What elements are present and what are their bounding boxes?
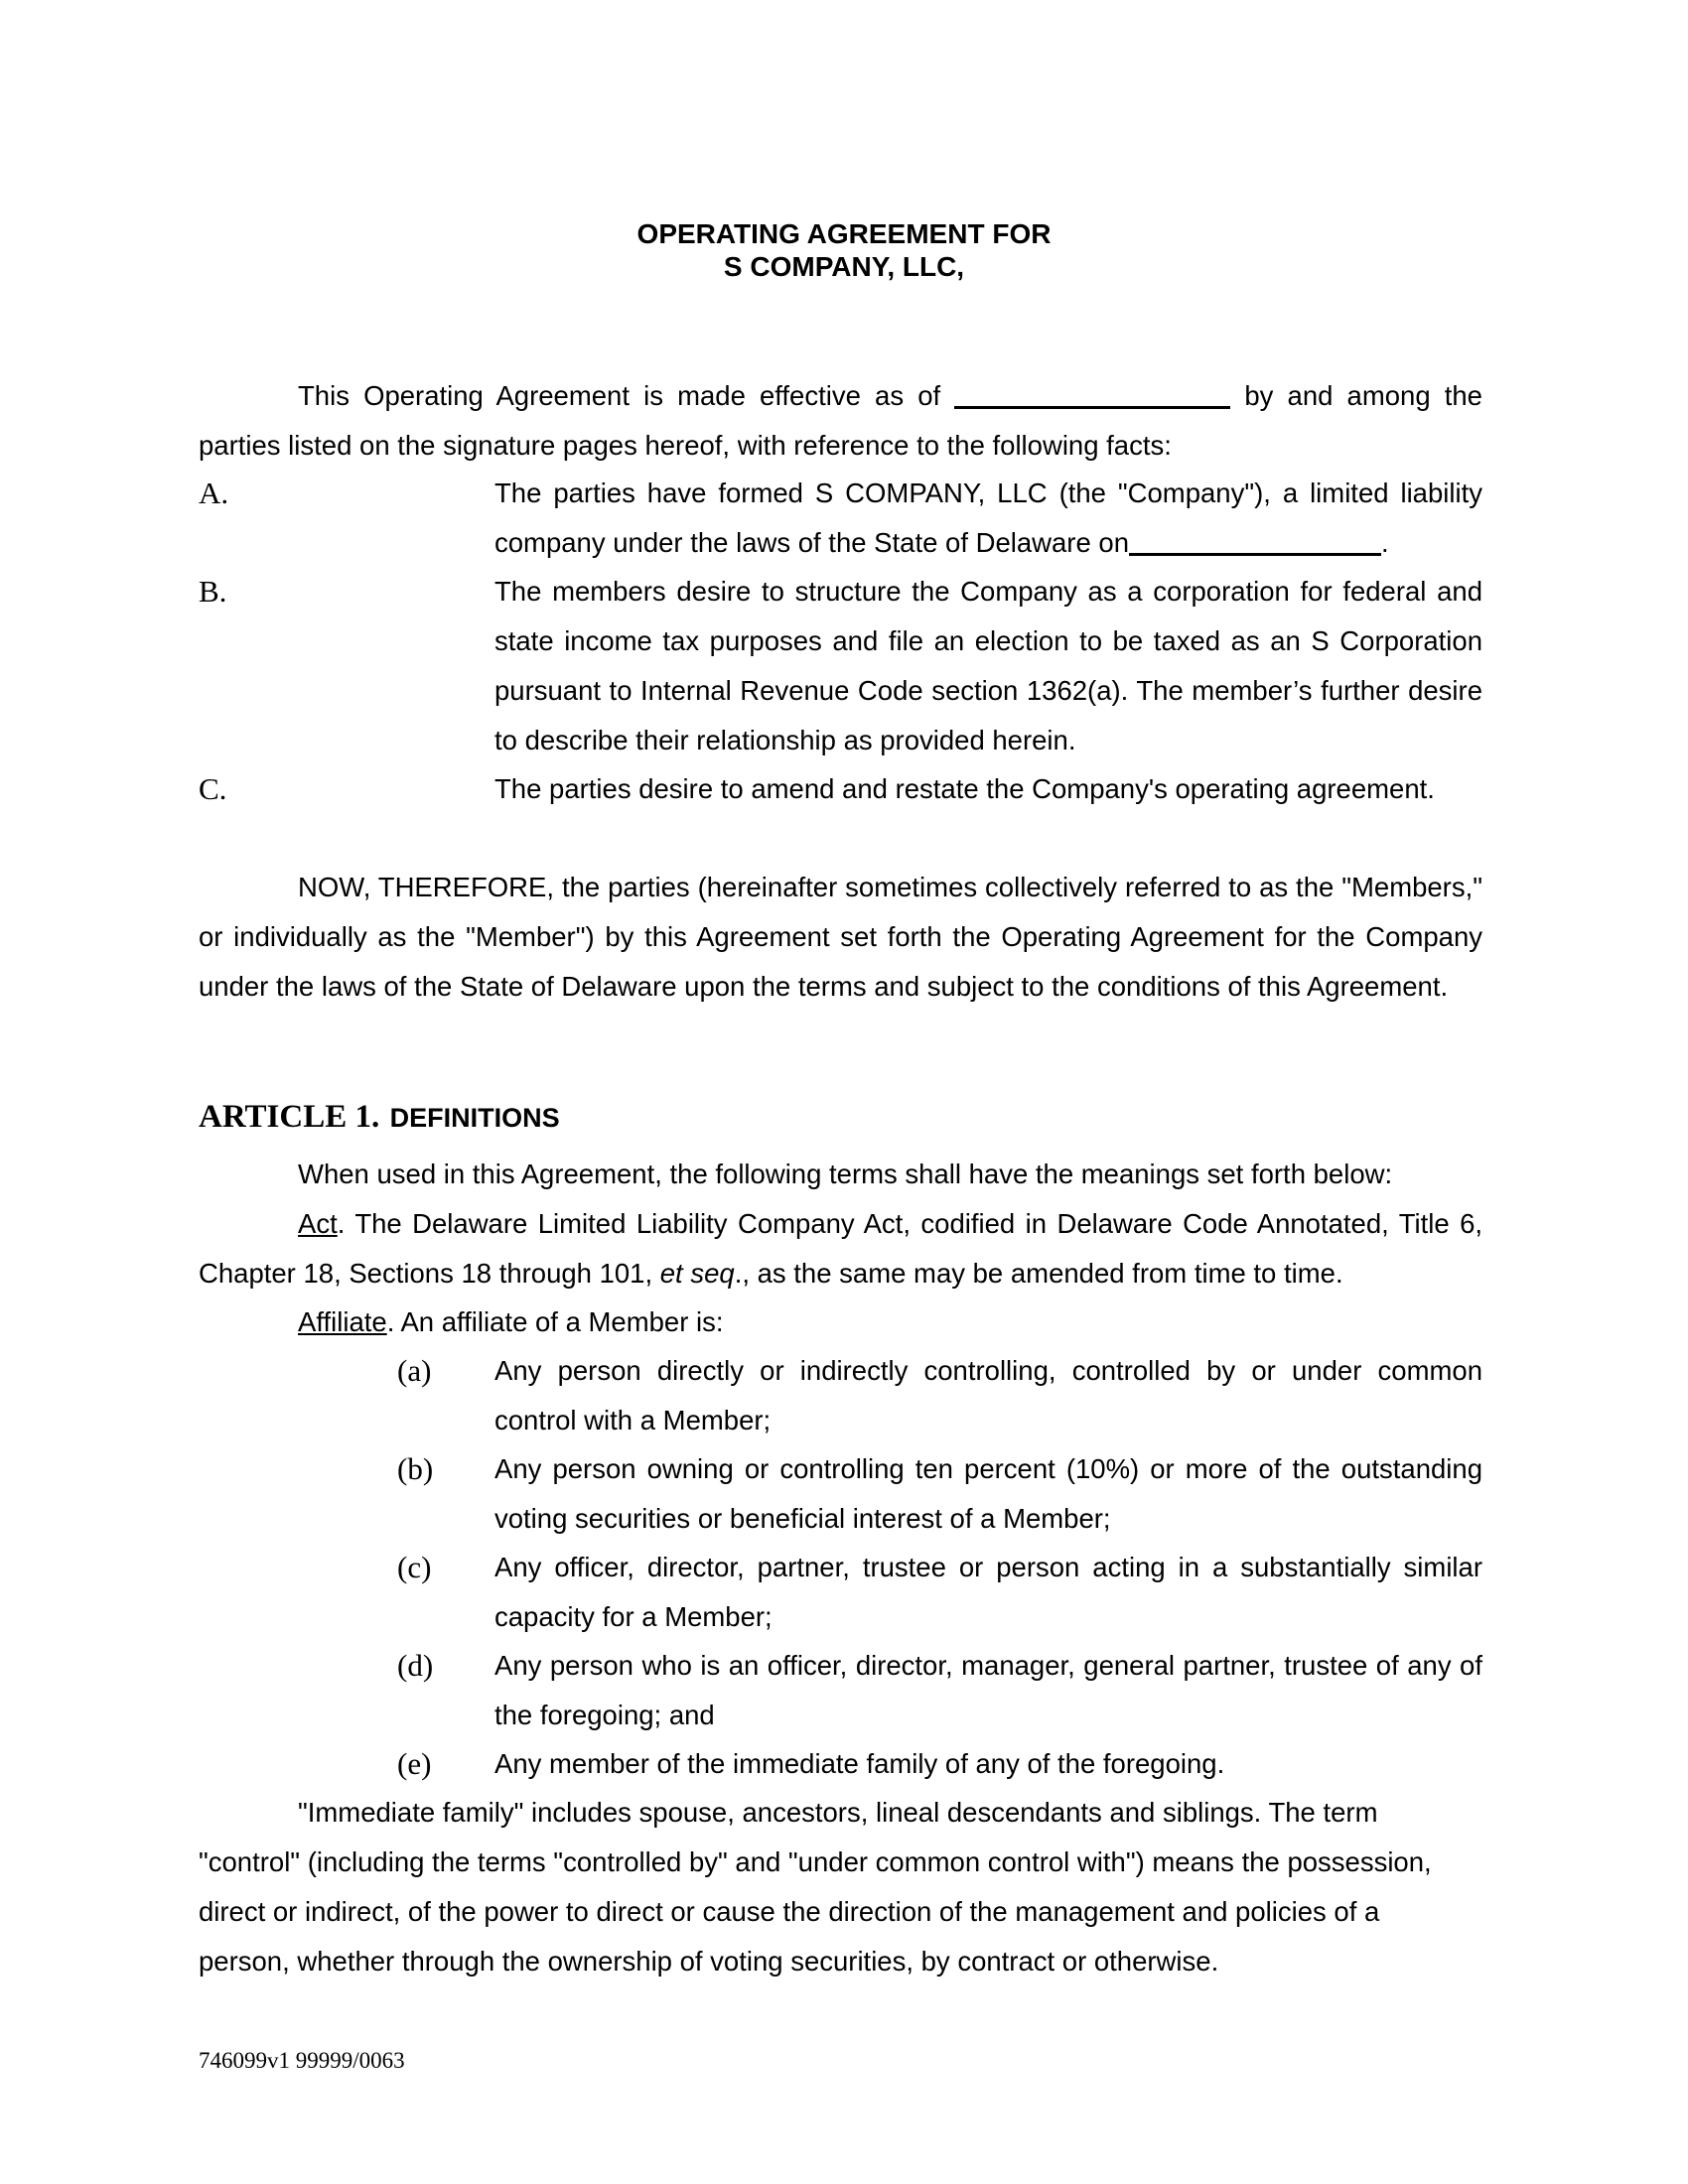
item-number: (c) — [397, 1550, 432, 1584]
item-text: Any officer, director, partner, trustee or person acting in a substantially similar capacity for a Member; — [494, 1552, 1482, 1632]
fact-text: The parties desire to amend and restate the Company's operating agreement. — [494, 773, 1435, 804]
item-text: Any person directly or indirectly controlling, controlled by or under common control with a Member; — [494, 1355, 1482, 1435]
title-line-1: OPERATING AGREEMENT FOR — [636, 218, 1052, 249]
definitions-intro: When used in this Agreement, the following terms shall have the meanings set forth below: — [298, 1159, 1393, 1189]
immediate-family-line: person, whether through the ownership of voting securities, by contract or otherwise. — [199, 1946, 1219, 1977]
affiliate-item-b — [199, 1444, 1482, 1544]
fact-letter: B. — [199, 574, 227, 609]
fact-text: The members desire to structure the Company as a corporation for federal and state income tax purposes and file an election to be taxed as an S Corporation pursuant to Internal Revenue Code section 1362(a). The member’s further desire to describe their relationship as provided herein. — [494, 576, 1482, 755]
fact-letter: C. — [199, 771, 227, 806]
item-number: (d) — [397, 1648, 434, 1683]
intro-text-a: This Operating Agreement is made effective as of — [298, 380, 941, 411]
affiliate-item-d — [199, 1641, 1482, 1740]
definition-affiliate-text: . An affiliate of a Member is: — [386, 1306, 724, 1337]
intro-text-b: by and among the parties listed on the signature pages hereof, with reference to the following facts: — [199, 380, 1482, 461]
affiliate-item-a — [199, 1346, 1482, 1445]
title-line-2: S COMPANY, LLC, — [723, 251, 965, 282]
item-text: Any member of the immediate family of any of the foregoing. — [494, 1748, 1225, 1779]
fact-c — [199, 764, 1482, 814]
now-therefore-paragraph: NOW, THEREFORE, the parties (hereinafter sometimes collectively referred to as the "Members," or individually as the "Member") by this Agreement set forth the Operating Agreement for the Company under the laws of the State of Delaware upon the terms and subject to the conditions of this Agreement. — [199, 872, 1482, 1002]
definition-act — [199, 1199, 1482, 1298]
immediate-family-line: direct or indirect, of the power to direct or cause the direction of the management and policies of a — [199, 1896, 1380, 1927]
definition-act-italic: et seq — [659, 1258, 735, 1289]
article-title: DEFINITIONS — [389, 1103, 560, 1133]
document-footer-id: 746099v1 99999/0063 — [199, 2048, 405, 2073]
formation-date-blank — [1129, 527, 1381, 556]
fact-text-end: . — [1381, 527, 1389, 558]
item-text: Any person owning or controlling ten percent (10%) or more of the outstanding voting securities or beneficial interest of a Member; — [494, 1453, 1482, 1534]
affiliate-item-c — [199, 1543, 1482, 1642]
fact-letter: A. — [199, 476, 229, 510]
effective-date-blank — [954, 380, 1230, 409]
immediate-family-line: "Immediate family" includes spouse, ancestors, lineal descendants and siblings. The term — [298, 1797, 1378, 1828]
article-label: ARTICLE 1. — [199, 1099, 380, 1135]
definition-act-text-end: ., as the same may be amended from time to time. — [734, 1258, 1343, 1289]
article-heading — [199, 1099, 560, 1136]
fact-text: The parties have formed S COMPANY, LLC (the "Company"), a limited liability company under the laws of the State of Delaware on — [494, 478, 1482, 558]
term-affiliate: Affiliate — [298, 1306, 387, 1337]
affiliate-item-e — [199, 1739, 1482, 1789]
immediate-family-line: "control" (including the terms "controlled by" and "under common control with") means the possession, — [199, 1846, 1432, 1877]
item-text: Any person who is an officer, director, manager, general partner, trustee of any of the foregoing; and — [494, 1650, 1482, 1730]
item-number: (b) — [397, 1451, 434, 1486]
definition-act-text: . The Delaware Limited Liability Company Act, codified in Delaware Code Annotated, Title 6, Chapter 18, Sections 18 through 101, — [199, 1208, 1482, 1289]
fact-a — [199, 469, 1482, 568]
term-act: Act — [298, 1208, 338, 1239]
intro-paragraph — [199, 371, 1482, 471]
item-number: (e) — [397, 1746, 432, 1781]
immediate-family-paragraph — [199, 1788, 1482, 1986]
fact-b — [199, 567, 1482, 765]
item-number: (a) — [397, 1353, 432, 1388]
document-title — [0, 217, 1688, 283]
definition-affiliate — [199, 1297, 1482, 1347]
